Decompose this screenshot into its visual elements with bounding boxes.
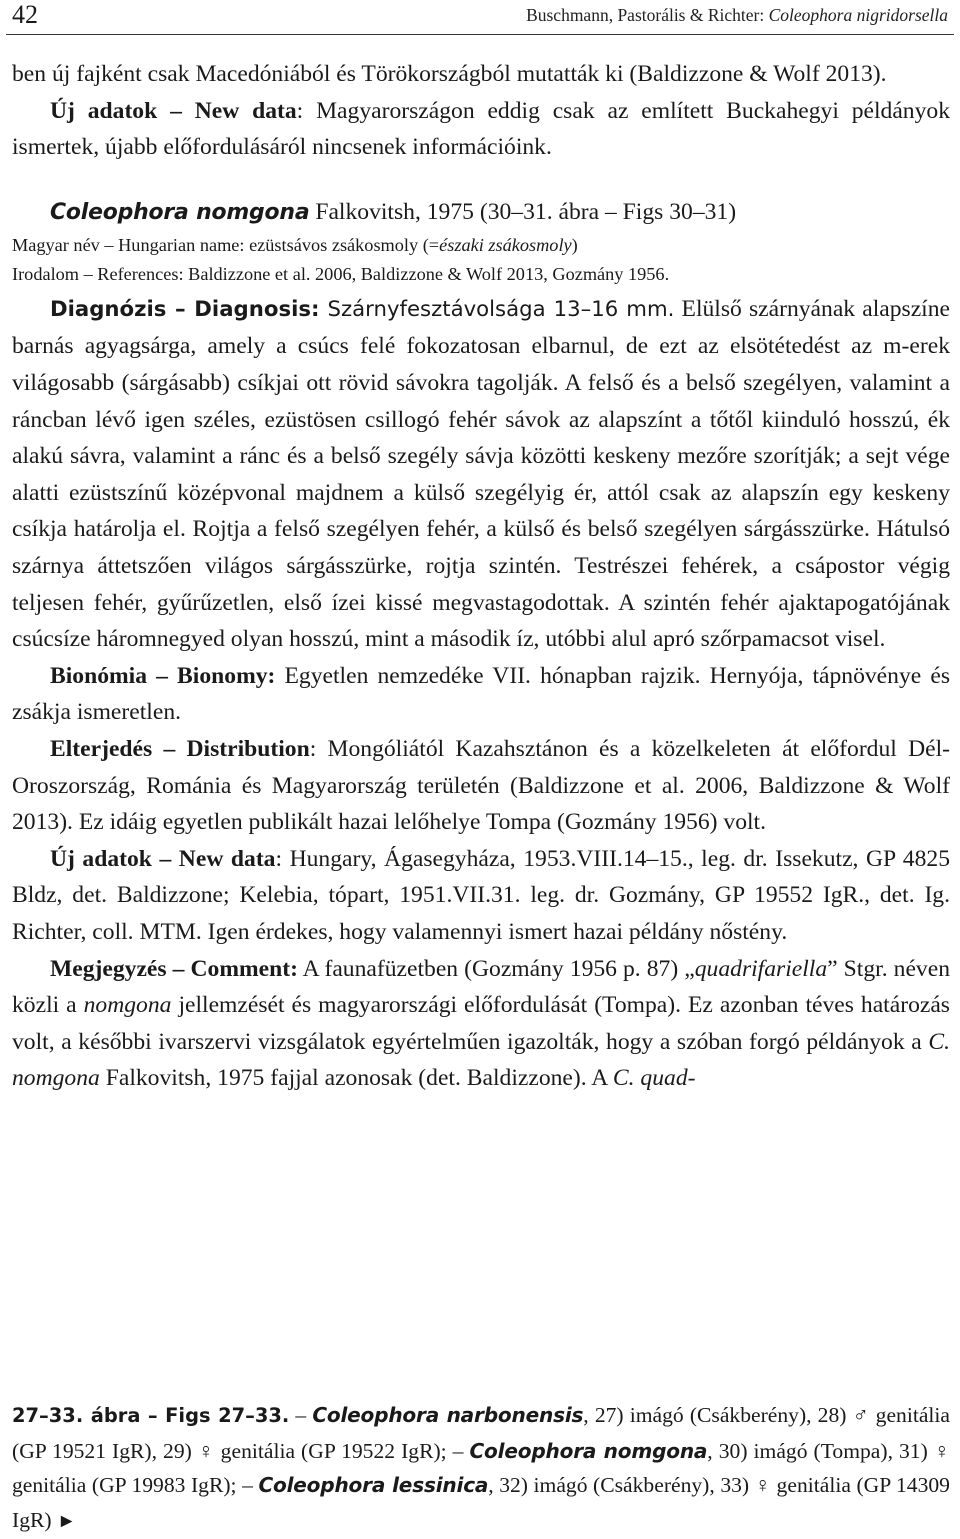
paragraph-continuation: ben új fajként csak Macedóniából és Törökországból mutatták ki (Baldizzone & Wolf 2013). — [12, 61, 887, 87]
hungarian-name-line: Magyar név – Hungarian name: ezüstsávos zsákosmoly (=északi zsákosmoly) — [12, 235, 578, 256]
figure-caption — [12, 1398, 950, 1539]
article-body — [12, 56, 950, 1097]
caption-label: 27–33. ábra – Figs 27–33. — [12, 1404, 290, 1427]
page-header — [12, 0, 948, 30]
running-title-authors: Buschmann, Pastorális & Richter: — [526, 5, 769, 25]
paragraph-diagnosis: Diagnózis – Diagnosis: Szárnyfesztávolsága 13–16 mm. Elülső szárnyának alapszíne barnás agyagsárga, amely a csúcs felé fokozatosan elbarnul, de ezt az elsötétedést az m-erek világosabb (sárgásabb) csíkjai ott rövid sávokra tagolják. A felső és a belső szegélyen, valamint a ráncban lévő igen széles, ezüstösen csillogó fehér sávok az alapszínt a tőtől kiinduló hosszú, ék alakú sávra, valamint a ránc és a belső szegély sávja közötti keskeny mezőre szorítják; a sejt vége alatti ezüstszínű középvonal majdnem a külső szegélyig ér, attól csak az alapszín egy keskeny csíkja határolja el. Rojtja a felső szegélyen fehér, a külső és belső szegélyen sárgásszürke. Hátulsó szárnya áttetszően világos sárgásszürke, rojtja szintén. Testrészei fehérek, a csápostor végig teljesen fehér, gyűrűzetlen, első ízei kissé megvastagodottak. A szintén fehér ajaktapogatójának csúcsíze háromnegyed olyan hosszú, mint a második íz, utóbbi alul apró szőrpamacsot visel. — [12, 295, 950, 653]
running-title — [526, 0, 948, 30]
caption-text: 27–33. ábra – Figs 27–33. – Coleophora narbonensis, 27) imágó (Csákberény), 28) ♂ genitália (GP 19521 IgR), 29) ♀ genitália (GP 19522 IgR); – Coleophora nomgona, 30) imágó (Tompa), 31) ♀ genitália (GP 19983 IgR); – Coleophora lessinica, 32) imágó (Csákberény), 33) ♀ genitália (GP 14309 IgR) ► — [12, 1403, 950, 1532]
synonym-name: északi zsákosmoly — [439, 235, 572, 256]
caption-species-2: Coleophora nomgona — [469, 1438, 708, 1463]
species-name: Coleophora nomgona — [50, 199, 310, 225]
paragraph-new-data: Új adatok – New data: Magyarországon eddig csak az említett Buckahegyi példányok ismertek, újabb előfordulásáról nincsenek információink. — [12, 97, 950, 161]
bionomy-label: Bionómia – Bionomy: — [50, 662, 276, 689]
continue-arrow-icon: ► — [56, 1510, 77, 1532]
comment-label: Megjegyzés – Comment: — [50, 955, 298, 982]
diagnosis-label: Diagnózis – Diagnosis: — [50, 296, 320, 322]
header-rule — [6, 34, 954, 35]
paragraph-new-data-2: Új adatok – New data: Hungary, Ágasegyháza, 1953.VIII.14–15., leg. dr. Issekutz, GP 4825 Bldz, det. Baldizzone; Kelebia, tópart, 1951.VII.31. leg. dr. Gozmány, GP 19552 IgR., det. Ig. Richter, coll. MTM. Igen érdekes, hogy valamennyi ismert hazai példány nőstény. — [12, 845, 950, 945]
distribution-label: Elterjedés – Distribution — [50, 736, 310, 762]
species-heading — [12, 194, 950, 232]
paragraph-bionomy: Bionómia – Bionomy: Egyetlen nemzedéke VII. hónapban rajzik. Hernyója, tápnövénye és zsákja ismeretlen. — [12, 662, 950, 726]
new-data-label: Új adatok – New data — [50, 97, 297, 124]
diagnosis-wingspan: Szárnyfesztávolsága 13–16 mm. — [319, 296, 675, 322]
page-number: 42 — [12, 0, 38, 29]
species-author: Falkovitsh, 1975 (30–31. ábra – Figs 30–31) — [309, 198, 737, 225]
caption-species-3: Coleophora lessinica — [258, 1473, 489, 1498]
references-line: Irodalom – References: Baldizzone et al. 2006, Baldizzone & Wolf 2013, Gozmány 1956. — [12, 264, 670, 285]
paragraph-comment: Megjegyzés – Comment: A faunafüzetben (Gozmány 1956 p. 87) „quadrifariella” Stgr. néven közli a nomgona jellemzését és magyarországi előfordulását (Tompa). Ez azonban téves határozás volt, a későbbi ivarszervi vizsgálatok egyértelműen igazolták, hogy a szóban forgó példányok a C. nomgona Falkovitsh, 1975 fajjal azonosak (det. Baldizzone). A C. quad- — [12, 955, 950, 1092]
running-title-species: Coleophora nigridorsella — [768, 5, 948, 25]
paragraph-distribution: Elterjedés – Distribution: Mongóliától Kazahsztánon és a közelkeleten át előfordul Dél-Oroszország, Románia és Magyarország területén (Baldizzone et al. 2006, Baldizzone & Wolf 2013). Ez idáig egyetlen publikált hazai lelőhelye Tompa (Gozmány 1956) volt. — [12, 736, 950, 836]
caption-species-1: Coleophora narbonensis — [312, 1403, 584, 1427]
new-data-label-2: Új adatok – New data — [50, 845, 276, 872]
